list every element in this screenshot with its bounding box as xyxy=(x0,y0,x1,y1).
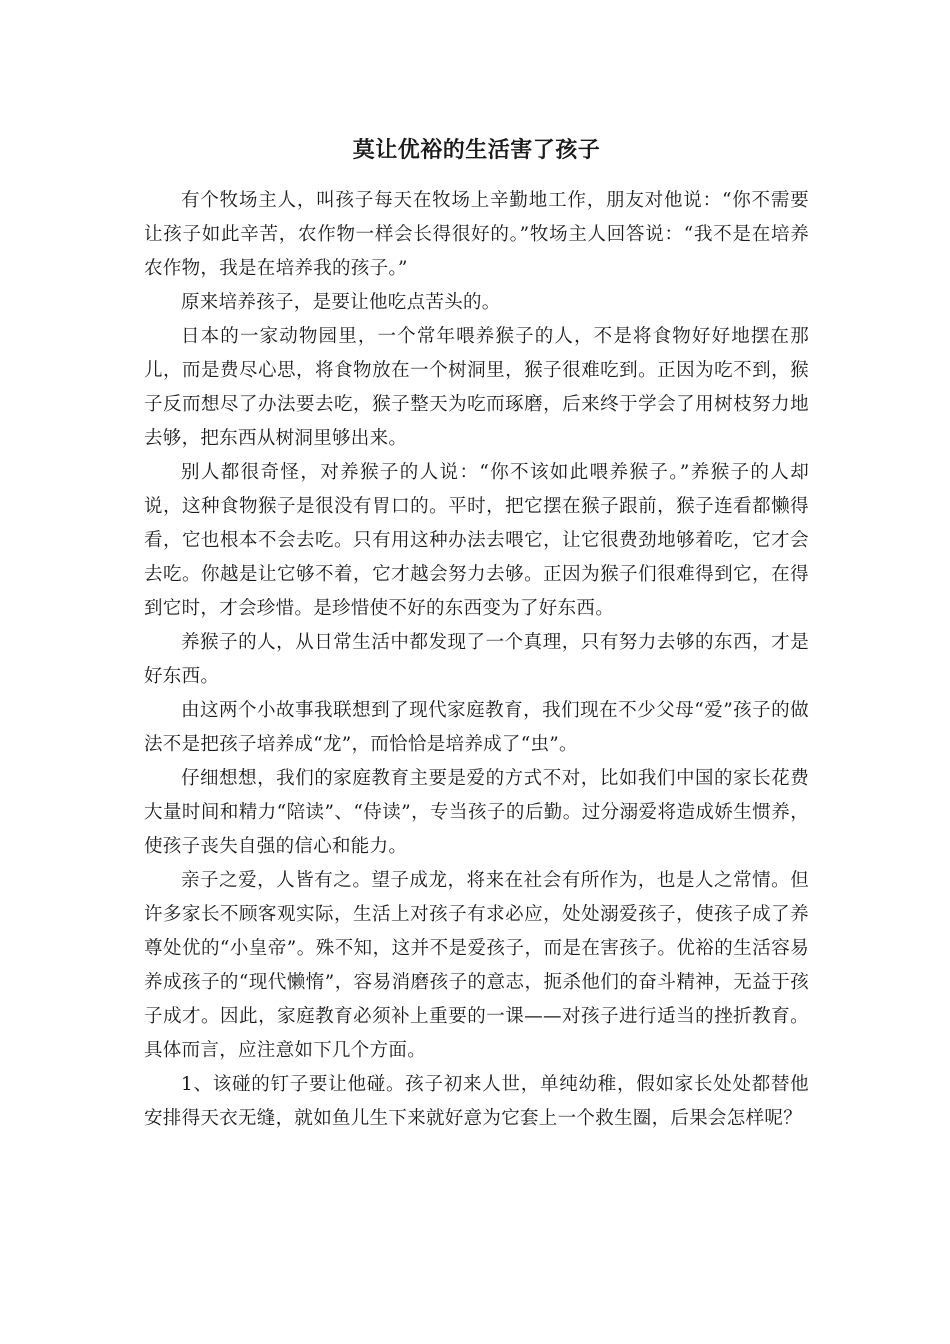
paragraph-5: 养猴子的人，从日常生活中都发现了一个真理，只有努力去够的东西，才是好东西。 xyxy=(144,632,809,687)
document-page xyxy=(144,130,809,1136)
paragraph-1: 有个牧场主人，叫孩子每天在牧场上辛勤地工作，朋友对他说：“你不需要让孩子如此辛苦，农作物一样会长得很好的。”牧场主人回答说：“我不是在培养农作物，我是在培养我的孩子。” xyxy=(144,190,809,279)
paragraph-8: 亲子之爱，人皆有之。望子成龙，将来在社会有所作为，也是人之常情。但许多家长不顾客观实际，生活上对孩子有求必应，处处溺爱孩子，使孩子成了养尊处优的“小皇帝”。殊不知，这并不是爱孩子，而是在害孩子。优裕的生活容易养成孩子的“现代懒惰”，容易消磨孩子的意志，扼杀他们的奋斗精神，无益于孩子成才。因此，家庭教育必须补上重要的一课——对孩子进行适当的挫折教育。具体而言，应注意如下几个方面。 xyxy=(144,870,809,1061)
paragraph-6: 由这两个小故事我联想到了现代家庭教育，我们现在不少父母“爱”孩子的做法不是把孩子培养成“龙”，而恰恰是培养成了“虫”。 xyxy=(144,700,809,755)
paragraph-3: 日本的一家动物园里，一个常年喂养猴子的人，不是将食物好好地摆在那儿，而是费尽心思，将食物放在一个树洞里，猴子很难吃到。正因为吃不到，猴子反而想尽了办法要去吃，猴子整天为吃而琢磨，后来终于学会了用树枝努力地去够，把东西从树洞里够出来。 xyxy=(144,326,809,449)
paragraph-7: 仔细想想，我们的家庭教育主要是爱的方式不对，比如我们中国的家长花费大量时间和精力“陪读”、“侍读”，专当孩子的后勤。过分溺爱将造成娇生惯养，使孩子丧失自强的信心和能力。 xyxy=(144,768,809,857)
document-title: 莫让优裕的生活害了孩子 xyxy=(352,137,601,163)
paragraph-2: 原来培养孩子，是要让他吃点苦头的。 xyxy=(181,292,501,313)
paragraph-9: 1、该碰的钉子要让他碰。孩子初来人世，单纯幼稚，假如家长处处都替他安排得天衣无缝，就如鱼儿生下来就好意为它套上一个救生圈，后果会怎样呢？ xyxy=(144,1074,809,1129)
paragraph-4: 别人都很奇怪，对养猴子的人说：“你不该如此喂养猴子。”养猴子的人却说，这种食物猴子是很没有胃口的。平时，把它摆在猴子跟前，猴子连看都懒得看，它也根本不会去吃。只有用这种办法去喂它，让它很费劲地够着吃，它才会去吃。你越是让它够不着，它才越会努力去够。正因为猴子们很难得到它，在得到它时，才会珍惜。是珍惜使不好的东西变为了好东西。 xyxy=(144,462,809,619)
